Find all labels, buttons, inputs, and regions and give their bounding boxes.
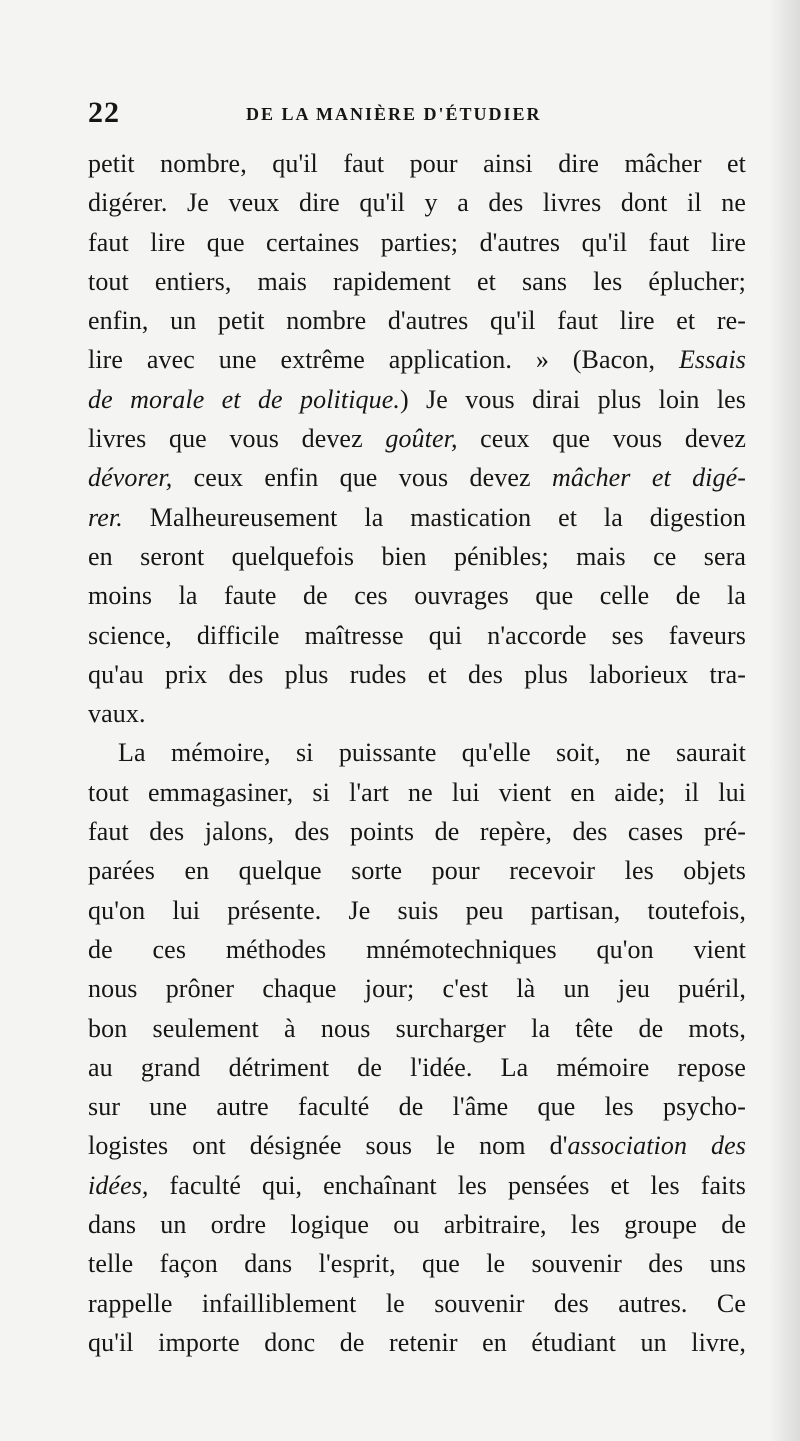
text-line xyxy=(88,1244,746,1283)
text-line xyxy=(88,616,746,655)
text-line xyxy=(88,969,746,1008)
text-line xyxy=(88,340,746,379)
text-segment: moins la faute de ces ouvrages que celle de la xyxy=(88,581,746,611)
text-line xyxy=(88,380,746,419)
text-segment: en seront quelquefois bien pénibles; mais ce sera xyxy=(88,541,746,571)
text-segment: qu'on lui présente. Je suis peu partisan, toutefois, xyxy=(88,895,746,925)
text-segment: logistes ont désignée sous le nom d' xyxy=(88,1131,568,1161)
text-segment: science, difficile maîtresse qui n'accorde ses faveurs xyxy=(88,620,746,650)
text-segment: ceux que vous devez xyxy=(457,424,746,454)
text-segment: ceux enfin que vous devez xyxy=(172,463,552,493)
italic-text: goûter, xyxy=(385,424,458,454)
italic-text: mâcher et digé- xyxy=(551,463,746,493)
italic-text: Essais xyxy=(678,345,746,375)
text-segment: telle façon dans l'esprit, que le souvenir des uns xyxy=(88,1249,746,1279)
text-line xyxy=(88,183,746,222)
text-line xyxy=(88,1323,746,1362)
text-line xyxy=(88,576,746,615)
text-segment: ) Je vous dirai plus loin les xyxy=(399,384,746,414)
text-line xyxy=(88,1087,746,1126)
italic-text: de morale et de politique. xyxy=(88,384,400,414)
text-line xyxy=(88,694,746,733)
text-line xyxy=(88,1284,746,1323)
text-segment: faculté qui, enchaînant les pensées et les faits xyxy=(148,1170,746,1200)
text-segment: qu'il importe donc de retenir en étudiant un livre, xyxy=(88,1327,746,1357)
running-head xyxy=(88,96,748,136)
text-segment: bon seulement à nous surcharger la tête de mots, xyxy=(88,1013,746,1043)
text-line xyxy=(88,733,746,772)
text-line xyxy=(88,851,746,890)
text-line xyxy=(88,812,746,851)
text-line xyxy=(88,1205,746,1244)
text-line xyxy=(88,891,746,930)
text-line xyxy=(88,1048,746,1087)
text-line xyxy=(88,1126,746,1165)
text-segment: dans un ordre logique ou arbitraire, les groupe de xyxy=(88,1210,746,1240)
text-line xyxy=(88,655,746,694)
text-line xyxy=(88,419,746,458)
italic-text: dévorer, xyxy=(88,463,173,493)
italic-text: idées, xyxy=(88,1170,149,1200)
text-segment: rappelle infailliblement le souvenir des autres. Ce xyxy=(88,1288,746,1318)
text-line xyxy=(88,262,746,301)
text-line xyxy=(88,773,746,812)
text-segment: vaux. xyxy=(88,699,146,729)
text-segment: sur une autre faculté de l'âme que les psycho- xyxy=(88,1092,746,1122)
text-line xyxy=(88,223,746,262)
text-segment: faut lire que certaines parties; d'autres qu'il faut lire xyxy=(88,227,746,257)
text-line xyxy=(88,1009,746,1048)
text-segment: petit nombre, qu'il faut pour ainsi dire mâcher et xyxy=(88,149,746,178)
text-segment: lire avec une extrême application. » (Bacon, xyxy=(88,345,679,375)
text-segment: La mémoire, si puissante qu'elle soit, ne saurait xyxy=(118,738,746,768)
text-line xyxy=(88,930,746,969)
text-segment: de ces méthodes mnémotechniques qu'on vient xyxy=(88,934,746,964)
text-segment: livres que vous devez xyxy=(88,424,386,454)
text-segment: enfin, un petit nombre d'autres qu'il faut lire et re- xyxy=(88,306,746,336)
text-segment: digérer. Je veux dire qu'il y a des livres dont il ne xyxy=(88,188,746,218)
text-segment: Malheureusement la mastication et la digestion xyxy=(122,502,746,532)
page-number: 22 xyxy=(88,96,120,129)
text-segment: qu'au prix des plus rudes et des plus laborieux tra- xyxy=(88,659,746,689)
text-segment: tout entiers, mais rapidement et sans les éplucher; xyxy=(88,266,746,296)
text-line xyxy=(88,458,746,497)
running-title: DE LA MANIÈRE D'ÉTUDIER xyxy=(246,104,542,124)
body-text xyxy=(88,144,746,1362)
italic-text: rer. xyxy=(88,502,123,532)
italic-text: association des xyxy=(567,1131,746,1161)
text-segment: faut des jalons, des points de repère, des cases pré- xyxy=(88,817,746,847)
text-segment: nous prôner chaque jour; c'est là un jeu puéril, xyxy=(88,974,746,1004)
text-segment: parées en quelque sorte pour recevoir les objets xyxy=(88,856,746,886)
text-line xyxy=(88,1166,746,1205)
text-segment: tout emmagasiner, si l'art ne lui vient en aide; il lui xyxy=(88,777,746,807)
text-line xyxy=(88,537,746,576)
text-line xyxy=(88,498,746,537)
text-segment: au grand détriment de l'idée. La mémoire repose xyxy=(88,1052,746,1082)
text-line xyxy=(88,144,746,183)
text-line xyxy=(88,301,746,340)
